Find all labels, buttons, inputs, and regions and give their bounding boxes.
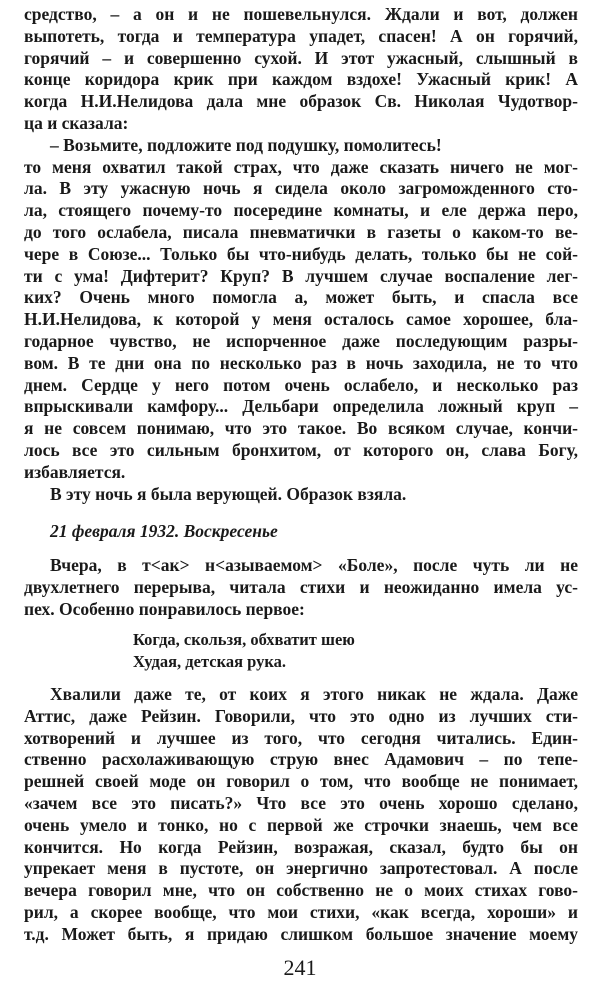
text-line: вечера говорил мне, что он собственно не о моих стихах гово- <box>24 880 578 901</box>
text-line: средство, – а он и не пошевельнулся. Ждали и вот, должен <box>24 4 578 24</box>
text-line: очень умело и тонко, но с первой же строчки знаешь, чем все <box>24 814 578 835</box>
text-line: выпотеть, тогда и температура упадет, спасен! А он горячий, <box>24 25 578 46</box>
text-line: хотворений и лучшее из того, что сегодня читались. Един- <box>24 727 578 748</box>
text-block-new-entry <box>24 555 578 620</box>
text-line: решней своей моде он говорил о том, что вообще не понимает, <box>24 771 578 792</box>
text-line: конце коридора крик при каждом вздохе! Ужасный крик! А <box>24 69 578 90</box>
page-number: 241 <box>283 955 317 980</box>
text-line: избавляется. <box>24 461 126 482</box>
text-line: Вчера, в т<ак> н<азываемом> «Боле», после чуть ли не <box>50 555 578 575</box>
text-line: т.д. Может быть, я придаю слишком большое значение моему <box>24 923 578 944</box>
text-line: ца и сказала: <box>24 112 129 133</box>
text-line: впрыскивали камфору... Дельбари определила ложный круп – <box>24 396 578 417</box>
text-line: рил, а скорее вообще, что мои стихи, «как всегда, хороши» и <box>24 901 578 922</box>
text-line: горячий – и совершенно сухой. И этот ужасный, слышный в <box>24 47 578 68</box>
text-line: кончится. Но когда Рейзин, возражая, сказал, будто бы он <box>24 836 578 857</box>
text-line: то меня охватил такой страх, что даже сказать ничего не мог- <box>24 156 578 177</box>
text-line: до того ослабела, писала пневматички в газеты о каком-то ве- <box>24 221 578 242</box>
text-line: годарное чувство, не испорченное даже последующим разры- <box>24 330 578 351</box>
poem-line: Когда, скользя, обхватит шею <box>133 630 355 649</box>
text-line: ла, стоящего почему-то посередине комнаты, и еле держа перо, <box>24 200 578 221</box>
text-line: лось все это сильным бронхитом, от которого он, слава Богу, <box>24 439 578 460</box>
text-line: Н.И.Нелидова, к которой у меня осталось самое хорошее, бла- <box>24 309 578 330</box>
text-block-diary-entry <box>24 4 578 505</box>
text-line: днем. Сердце у него потом очень ослабело, и несколько раз <box>24 374 578 395</box>
poem-line: Худая, детская рука. <box>133 652 286 671</box>
text-line: двухлетнего перерыва, читала стихи и неожиданно имела ус- <box>24 576 578 597</box>
text-line: «зачем все это писать?» Что все это очень хорошо сделано, <box>24 792 578 813</box>
poem-quote <box>133 629 355 673</box>
text-line: упрекает меня в пустоте, он энергично запротестовал. А после <box>24 858 578 879</box>
text-line: ти с ума! Дифтерит? Круп? В лучшем случае воспаление лег- <box>24 265 578 286</box>
text-line: В эту ночь я была верующей. Образок взяла. <box>50 483 407 504</box>
text-line: ственно расхолаживающую струю внес Адамович – по тепе- <box>24 749 578 770</box>
text-line: ла. В эту ужасную ночь я сидела около загроможденного сто- <box>24 178 578 199</box>
text-line: Аттис, даже Рейзин. Говорили, что это одно из лучших сти- <box>24 705 578 726</box>
text-line: когда Н.И.Нелидова дала мне образок Св. Николая Чудотвор- <box>24 91 578 112</box>
text-line: я не совсем понимаю, что это такое. Во всяком случае, кончи- <box>24 418 578 439</box>
text-line: ких? Очень много помогла а, может быть, и спасла все <box>24 287 578 308</box>
text-line: чере в Союзе... Только бы что-нибудь делать, только бы не сой- <box>24 243 578 264</box>
text-line: вом. В те дни она по несколько раз в ночь заходила, не то что <box>24 352 578 373</box>
text-line: Хвалили даже те, от коих я этого никак не ждала. Даже <box>50 684 578 704</box>
text-block-continuation <box>24 684 578 946</box>
text-line: пех. Особенно понравилось первое: <box>24 598 305 619</box>
text-line: – Возьмите, подложите под подушку, помолитесь! <box>50 134 442 155</box>
entry-date-heading: 21 февраля 1932. Воскресенье <box>50 521 278 541</box>
